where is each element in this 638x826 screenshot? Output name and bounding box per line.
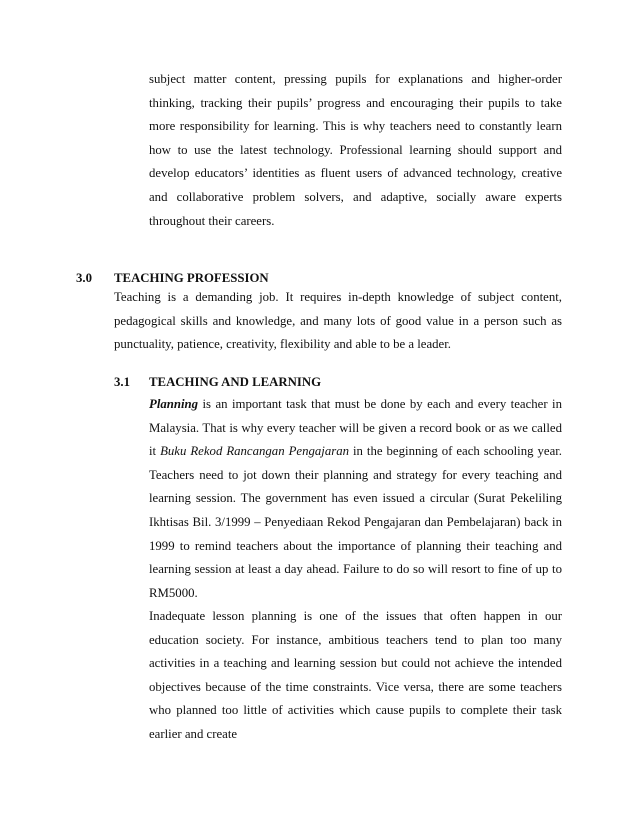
section-3-number: 3.0 xyxy=(76,271,92,285)
planning-text-b: in the beginning of each schooling year. Teachers need to jot down their planning and strategy for every teaching and learning session. The government has even issued a circular (Surat Pekeliling Ikhtisas Bil. 3/1999 – Penyediaan Rekod Pengajaran dan Pembelajaran) back in 1999 to remind teachers about the importance of planning their teaching and learning session at least a day ahead. Failure to do so will resort to fine of up to RM5000. xyxy=(149,444,563,600)
record-book-title: Buku Rekod Rancangan Pengajaran xyxy=(160,444,350,459)
intro-continuation-paragraph: subject matter content, pressing pupils for explanations and higher-order thinking, tracking their pupils’ progress and encouraging their pupils to take more responsibility for learning. This is why teachers need to constantly learn how to use the latest technology. Professional learning should support and develop educators’ identities as fluent users of advanced technology, creative and collaborative problem solvers, and adaptive, socially aware experts throughout their careers. xyxy=(149,72,562,228)
section-3-title: TEACHING PROFESSION xyxy=(114,271,269,285)
lesson-planning-issues-paragraph: Inadequate lesson planning is one of the issues that often happen in our education society. For instance, ambitious teachers tend to plan too many activities in a teaching and learning session but could not achieve the intended objectives because of the time constraints. Vice versa, there are some teachers who planned too little of activities which cause pupils to complete their task earlier and create xyxy=(149,609,562,741)
planning-lead-term: Planning xyxy=(149,397,199,411)
section-3-1-number: 3.1 xyxy=(114,375,130,389)
planning-paragraph xyxy=(149,393,562,605)
planning-text-a: is an important task that must be done by each and every teacher in Malaysia. That is why every teacher will be given a record book or as we called it xyxy=(149,397,562,459)
section-3-body-paragraph: Teaching is a demanding job. It requires in-depth knowledge of subject content, pedagogical skills and knowledge, and many lots of good value in a person such as punctuality, patience, creativity, flexibility and able to be a leader. xyxy=(114,290,562,352)
section-3-1-title: TEACHING AND LEARNING xyxy=(149,375,322,389)
